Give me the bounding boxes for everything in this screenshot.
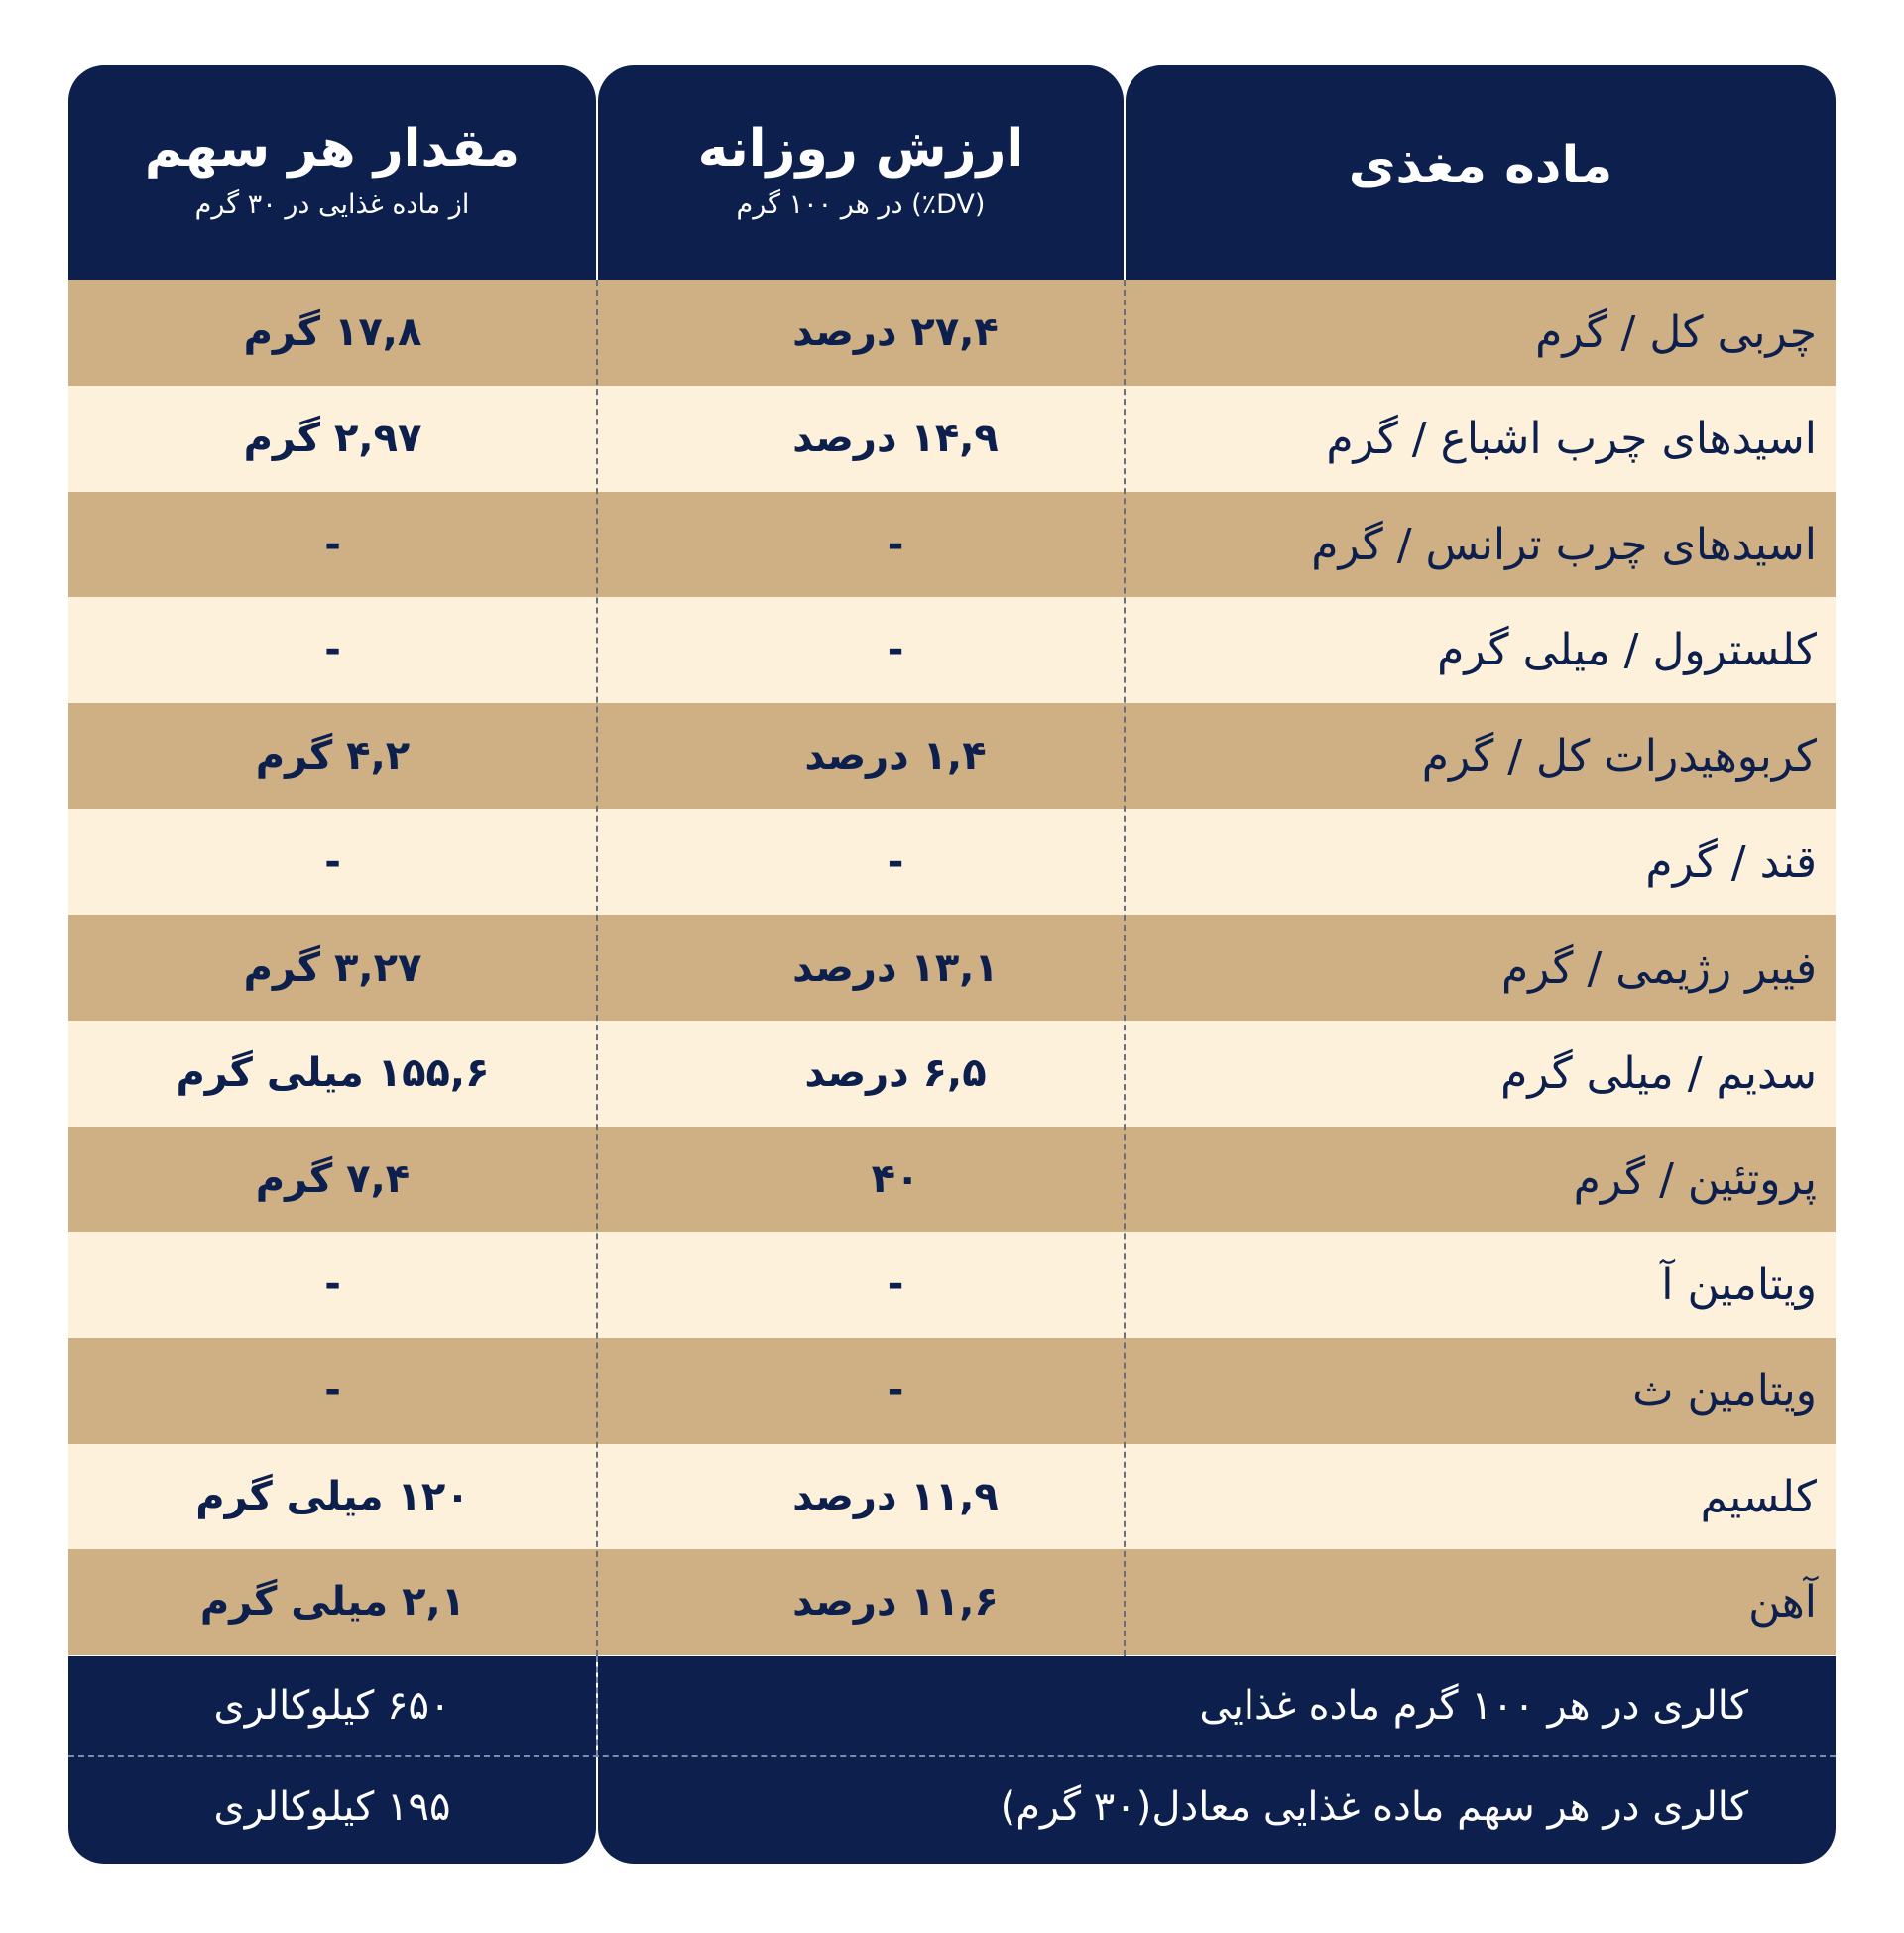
daily-value-cell: ۲۷,۴ درصد	[792, 309, 999, 355]
footer-value-per-100g: ۶۵۰ کیلوکالری	[213, 1683, 451, 1729]
nutrient-cell: آهن	[1748, 1577, 1817, 1628]
per-serving-cell: ۱۷,۸ گرم	[243, 309, 422, 355]
daily-value-cell: ۴۰	[871, 1156, 920, 1202]
per-serving-cell: -	[324, 839, 341, 885]
table-row	[68, 1232, 1836, 1338]
table-row	[68, 1021, 1836, 1127]
footer-value-per-serving: ۱۹۵ کیلوکالری	[213, 1784, 451, 1830]
nutrient-cell: ویتامین ث	[1632, 1366, 1817, 1416]
table-row	[68, 492, 1836, 598]
per-serving-cell: -	[324, 1368, 341, 1413]
nutrient-cell: پروتئین / گرم	[1573, 1154, 1817, 1205]
daily-value-cell: ۱,۴ درصد	[804, 733, 987, 779]
nutrient-cell: کلسترول / میلی گرم	[1437, 625, 1817, 675]
per-serving-cell: ۱۲۰ میلی گرم	[195, 1474, 470, 1519]
footer-label-per-serving: کالری در هر سهم ماده غذایی معادل(۳۰ گرم)	[1000, 1784, 1748, 1830]
nutrient-cell: ویتامین آ	[1661, 1260, 1817, 1310]
table-row	[68, 1444, 1836, 1550]
daily-value-cell: ۱۱,۶ درصد	[792, 1579, 999, 1625]
per-serving-cell: -	[324, 1262, 341, 1307]
column-divider	[596, 280, 598, 1656]
header-daily-value-subtitle: (DV٪) در هر ۱۰۰ گرم	[736, 189, 986, 220]
per-serving-cell: ۳,۲۷ گرم	[243, 945, 422, 991]
per-serving-cell: ۲,۹۷ گرم	[243, 416, 422, 461]
daily-value-cell: -	[887, 627, 904, 672]
daily-value-cell: -	[887, 1368, 904, 1413]
nutrient-cell: کلسیم	[1700, 1472, 1817, 1522]
per-serving-cell: -	[324, 522, 341, 567]
per-serving-cell: ۴,۲ گرم	[255, 733, 411, 779]
header-daily-value	[598, 65, 1124, 280]
table-row	[68, 597, 1836, 703]
daily-value-cell: ۱۳,۱ درصد	[792, 945, 999, 991]
nutrient-cell: اسیدهای چرب ترانس / گرم	[1311, 520, 1817, 570]
nutrient-cell: فیبر رژیمی / گرم	[1501, 943, 1817, 994]
nutrient-cell: سدیم / میلی گرم	[1500, 1048, 1817, 1099]
table-row	[68, 1338, 1836, 1444]
per-serving-cell: ۱۵۵,۶ میلی گرم	[176, 1050, 490, 1096]
nutrient-cell: اسیدهای چرب اشباع / گرم	[1326, 414, 1817, 464]
table-row	[68, 1127, 1836, 1233]
header-per-serving-subtitle: از ماده غذایی در ۳۰ گرم	[194, 189, 470, 220]
per-serving-cell: ۷,۴ گرم	[255, 1156, 411, 1202]
daily-value-cell: ۶,۵ درصد	[804, 1050, 987, 1096]
daily-value-cell: ۱۴,۹ درصد	[792, 416, 999, 461]
table-row	[68, 809, 1836, 915]
header-nutrient	[1126, 65, 1836, 280]
header-daily-value-title: ارزش روزانه	[697, 119, 1024, 179]
table-row	[68, 1549, 1836, 1655]
table-row	[68, 703, 1836, 809]
column-divider	[1124, 280, 1126, 1656]
header-per-serving-title: مقدار هر سهم	[144, 119, 521, 179]
footer-label-per-100g: کالری در هر ۱۰۰ گرم ماده غذایی	[1199, 1683, 1748, 1729]
daily-value-cell: -	[887, 839, 904, 885]
per-serving-cell: -	[324, 627, 341, 672]
nutrient-cell: چربی کل / گرم	[1535, 307, 1817, 358]
table-row	[68, 915, 1836, 1022]
footer-column-divider	[596, 1656, 598, 1755]
nutrient-cell: قند / گرم	[1645, 837, 1817, 888]
nutrient-cell: کربوهیدرات کل / گرم	[1421, 731, 1817, 782]
per-serving-cell: ۲,۱ میلی گرم	[199, 1579, 466, 1625]
table-row	[68, 386, 1836, 492]
header-nutrient-title: ماده مغذی	[1348, 136, 1613, 195]
daily-value-cell: ۱۱,۹ درصد	[792, 1474, 999, 1519]
table-row	[68, 280, 1836, 386]
daily-value-cell: -	[887, 522, 904, 567]
header-per-serving	[68, 65, 596, 280]
daily-value-cell: -	[887, 1262, 904, 1307]
